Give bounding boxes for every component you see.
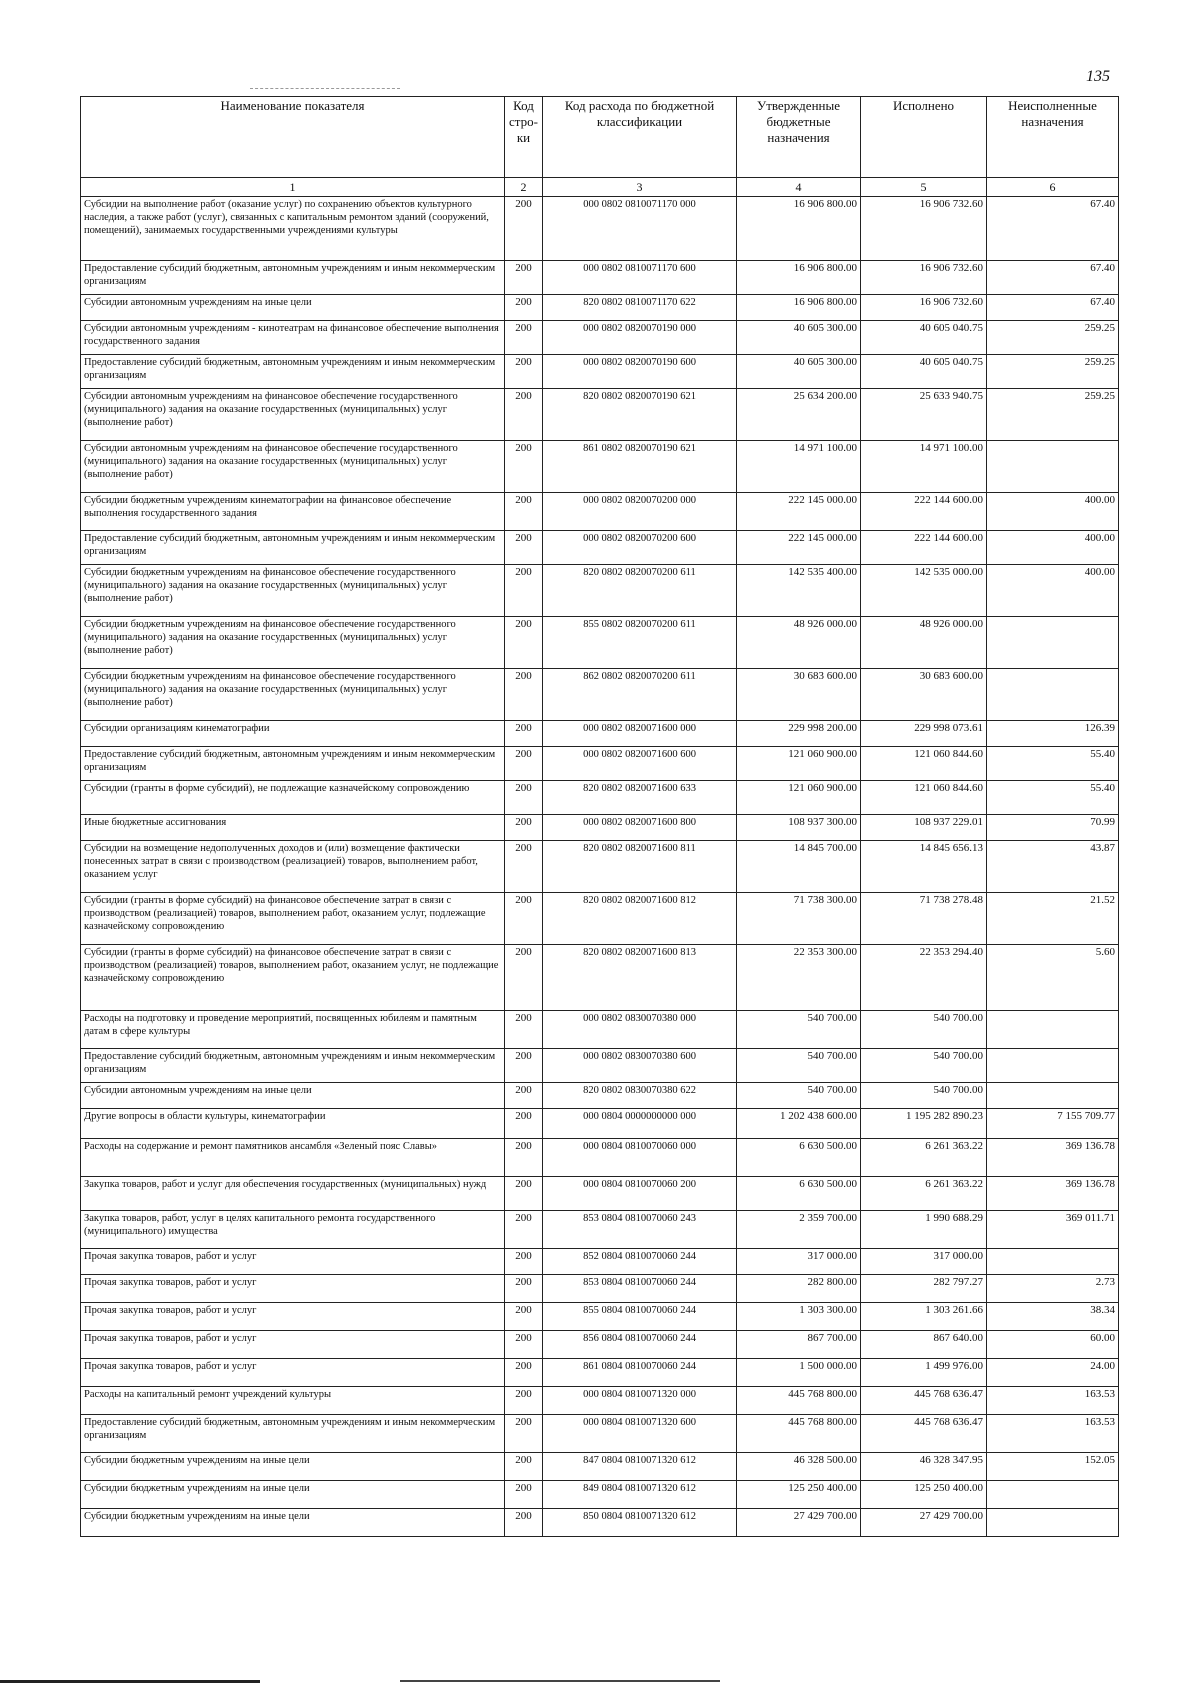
table-row (81, 531, 1119, 565)
row-unexecuted (987, 1249, 1119, 1275)
row-name: Субсидии (гранты в форме субсидий) на финансовое обеспечение затрат в связи с производством (реализацией) товаров, выполнением работ, оказанием услуг, подлежащие казначейскому сопровождению (81, 893, 505, 945)
row-name: Субсидии бюджетным учреждениям на иные цели (81, 1481, 505, 1509)
row-budget-code: 861 0802 0820070190 621 (543, 441, 737, 493)
row-executed: 25 633 940.75 (861, 389, 987, 441)
row-line-code: 200 (505, 1331, 543, 1359)
row-executed: 71 738 278.48 (861, 893, 987, 945)
row-approved: 282 800.00 (737, 1275, 861, 1303)
row-name: Субсидии бюджетным учреждениям на финансовое обеспечение государственного (муниципального) задания на оказание государственных (муниципальных) услуг (выполнение работ) (81, 565, 505, 617)
row-approved: 125 250 400.00 (737, 1481, 861, 1509)
row-budget-code: 000 0802 0810071170 600 (543, 261, 737, 295)
table-row (81, 945, 1119, 1011)
table-row (81, 261, 1119, 295)
row-name: Субсидии бюджетным учреждениям на финансовое обеспечение государственного (муниципального) задания на оказание государственных (муниципальных) услуг (выполнение работ) (81, 617, 505, 669)
row-name: Предоставление субсидий бюджетным, автономным учреждениям и иным некоммерческим организациям (81, 261, 505, 295)
row-unexecuted: 152.05 (987, 1453, 1119, 1481)
row-unexecuted: 163.53 (987, 1415, 1119, 1453)
row-budget-code: 852 0804 0810070060 244 (543, 1249, 737, 1275)
row-name: Расходы на подготовку и проведение мероприятий, посвященных юбилеям и памятным датам в сфере культуры (81, 1011, 505, 1049)
row-name: Субсидии автономным учреждениям на финансовое обеспечение государственного (муниципального) задания на оказание государственных (муниципальных) услуг (выполнение работ) (81, 441, 505, 493)
row-unexecuted: 21.52 (987, 893, 1119, 945)
row-unexecuted: 259.25 (987, 321, 1119, 355)
header-budget-code: Код расхода по бюджетной классификации (543, 97, 737, 178)
row-line-code: 200 (505, 1481, 543, 1509)
bottom-rule (0, 1680, 260, 1683)
row-line-code: 200 (505, 945, 543, 1011)
row-approved: 14 971 100.00 (737, 441, 861, 493)
row-budget-code: 000 0802 0820071600 000 (543, 721, 737, 747)
table-row (81, 1359, 1119, 1387)
row-budget-code: 000 0802 0810071170 000 (543, 197, 737, 261)
row-budget-code: 000 0802 0820071600 800 (543, 815, 737, 841)
row-approved: 14 845 700.00 (737, 841, 861, 893)
table-row (81, 1509, 1119, 1537)
table-row (81, 1083, 1119, 1109)
row-unexecuted: 400.00 (987, 565, 1119, 617)
row-unexecuted: 369 136.78 (987, 1177, 1119, 1211)
row-budget-code: 856 0804 0810070060 244 (543, 1331, 737, 1359)
row-executed: 867 640.00 (861, 1331, 987, 1359)
row-line-code: 200 (505, 1303, 543, 1331)
row-executed: 125 250 400.00 (861, 1481, 987, 1509)
row-name: Субсидии организациям кинематографии (81, 721, 505, 747)
row-executed: 142 535 000.00 (861, 565, 987, 617)
row-executed: 540 700.00 (861, 1049, 987, 1083)
table-row (81, 1453, 1119, 1481)
row-executed: 22 353 294.40 (861, 945, 987, 1011)
row-approved: 142 535 400.00 (737, 565, 861, 617)
header-line-code: Код стро-ки (505, 97, 543, 178)
row-executed: 1 499 976.00 (861, 1359, 987, 1387)
row-approved: 1 500 000.00 (737, 1359, 861, 1387)
row-budget-code: 000 0802 0830070380 000 (543, 1011, 737, 1049)
header-name: Наименование показателя (81, 97, 505, 178)
row-line-code: 200 (505, 295, 543, 321)
row-name: Субсидии (гранты в форме субсидий), не подлежащие казначейскому сопровождению (81, 781, 505, 815)
row-line-code: 200 (505, 355, 543, 389)
row-line-code: 200 (505, 1249, 543, 1275)
row-name: Предоставление субсидий бюджетным, автономным учреждениям и иным некоммерческим организациям (81, 531, 505, 565)
header-unexecuted: Неисполненные назначения (987, 97, 1119, 178)
table-row (81, 1109, 1119, 1139)
column-number: 5 (861, 178, 987, 197)
row-approved: 27 429 700.00 (737, 1509, 861, 1537)
row-unexecuted: 369 136.78 (987, 1139, 1119, 1177)
row-approved: 6 630 500.00 (737, 1177, 861, 1211)
row-budget-code: 855 0802 0820070200 611 (543, 617, 737, 669)
row-executed: 282 797.27 (861, 1275, 987, 1303)
table-row (81, 441, 1119, 493)
row-approved: 317 000.00 (737, 1249, 861, 1275)
row-line-code: 200 (505, 1177, 543, 1211)
table-row (81, 815, 1119, 841)
row-approved: 46 328 500.00 (737, 1453, 861, 1481)
row-unexecuted (987, 669, 1119, 721)
row-line-code: 200 (505, 565, 543, 617)
row-executed: 46 328 347.95 (861, 1453, 987, 1481)
row-budget-code: 847 0804 0810071320 612 (543, 1453, 737, 1481)
row-unexecuted: 24.00 (987, 1359, 1119, 1387)
row-approved: 540 700.00 (737, 1011, 861, 1049)
row-unexecuted: 259.25 (987, 389, 1119, 441)
row-budget-code: 853 0804 0810070060 243 (543, 1211, 737, 1249)
row-budget-code: 820 0802 0820070200 611 (543, 565, 737, 617)
row-line-code: 200 (505, 1049, 543, 1083)
row-unexecuted: 38.34 (987, 1303, 1119, 1331)
row-executed: 317 000.00 (861, 1249, 987, 1275)
table-row (81, 669, 1119, 721)
row-budget-code: 862 0802 0820070200 611 (543, 669, 737, 721)
table-row (81, 1303, 1119, 1331)
row-executed: 121 060 844.60 (861, 747, 987, 781)
row-budget-code: 820 0802 0830070380 622 (543, 1083, 737, 1109)
row-executed: 540 700.00 (861, 1083, 987, 1109)
row-approved: 6 630 500.00 (737, 1139, 861, 1177)
header-executed: Исполнено (861, 97, 987, 178)
table-row (81, 1211, 1119, 1249)
row-executed: 14 971 100.00 (861, 441, 987, 493)
row-unexecuted: 60.00 (987, 1331, 1119, 1359)
row-budget-code: 000 0804 0810070060 200 (543, 1177, 737, 1211)
row-executed: 16 906 732.60 (861, 261, 987, 295)
table-row (81, 1177, 1119, 1211)
row-executed: 445 768 636.47 (861, 1415, 987, 1453)
row-budget-code: 000 0802 0820070200 600 (543, 531, 737, 565)
table-row (81, 617, 1119, 669)
column-number: 6 (987, 178, 1119, 197)
row-unexecuted: 67.40 (987, 295, 1119, 321)
row-unexecuted: 2.73 (987, 1275, 1119, 1303)
table-row (81, 1049, 1119, 1083)
row-budget-code: 000 0802 0820071600 600 (543, 747, 737, 781)
row-approved: 222 145 000.00 (737, 531, 861, 565)
row-unexecuted (987, 1011, 1119, 1049)
row-name: Другие вопросы в области культуры, кинематографии (81, 1109, 505, 1139)
row-approved: 71 738 300.00 (737, 893, 861, 945)
row-approved: 2 359 700.00 (737, 1211, 861, 1249)
row-name: Предоставление субсидий бюджетным, автономным учреждениям и иным некоммерческим организациям (81, 747, 505, 781)
row-unexecuted: 126.39 (987, 721, 1119, 747)
row-name: Субсидии на выполнение работ (оказание услуг) по сохранению объектов культурного наследия, а также работ (услуг), связанных с капитальным ремонтом зданий (сооружений, помещений), занимаемых государственными учреждениями культуры (81, 197, 505, 261)
row-line-code: 200 (505, 669, 543, 721)
table-row (81, 1275, 1119, 1303)
row-name: Закупка товаров, работ и услуг для обеспечения государственных (муниципальных) нужд (81, 1177, 505, 1211)
row-approved: 48 926 000.00 (737, 617, 861, 669)
row-line-code: 200 (505, 1083, 543, 1109)
row-line-code: 200 (505, 721, 543, 747)
row-executed: 6 261 363.22 (861, 1139, 987, 1177)
table-row (81, 721, 1119, 747)
row-line-code: 200 (505, 197, 543, 261)
row-executed: 222 144 600.00 (861, 531, 987, 565)
row-name: Субсидии бюджетным учреждениям кинематографии на финансовое обеспечение выполнения государственного задания (81, 493, 505, 531)
table-row (81, 893, 1119, 945)
column-number-row (81, 178, 1119, 197)
row-approved: 121 060 900.00 (737, 747, 861, 781)
row-approved: 16 906 800.00 (737, 197, 861, 261)
row-unexecuted (987, 1083, 1119, 1109)
row-executed: 40 605 040.75 (861, 321, 987, 355)
row-line-code: 200 (505, 1359, 543, 1387)
row-line-code: 200 (505, 747, 543, 781)
row-unexecuted (987, 1049, 1119, 1083)
row-name: Предоставление субсидий бюджетным, автономным учреждениям и иным некоммерческим организациям (81, 1049, 505, 1083)
header-approved: Утвержденные бюджетные назначения (737, 97, 861, 178)
row-name: Прочая закупка товаров, работ и услуг (81, 1249, 505, 1275)
row-name: Предоставление субсидий бюджетным, автономным учреждениям и иным некоммерческим организациям (81, 1415, 505, 1453)
row-budget-code: 000 0804 0810071320 600 (543, 1415, 737, 1453)
row-name: Иные бюджетные ассигнования (81, 815, 505, 841)
row-budget-code: 000 0802 0820070190 600 (543, 355, 737, 389)
column-number: 2 (505, 178, 543, 197)
row-approved: 121 060 900.00 (737, 781, 861, 815)
row-name: Прочая закупка товаров, работ и услуг (81, 1331, 505, 1359)
row-name: Субсидии бюджетным учреждениям на иные цели (81, 1453, 505, 1481)
budget-execution-table (80, 96, 1119, 1537)
row-line-code: 200 (505, 815, 543, 841)
column-number: 3 (543, 178, 737, 197)
row-executed: 229 998 073.61 (861, 721, 987, 747)
row-approved: 540 700.00 (737, 1049, 861, 1083)
table-row (81, 565, 1119, 617)
row-executed: 445 768 636.47 (861, 1387, 987, 1415)
row-line-code: 200 (505, 1275, 543, 1303)
row-unexecuted (987, 617, 1119, 669)
row-line-code: 200 (505, 1415, 543, 1453)
table-row (81, 1415, 1119, 1453)
row-approved: 1 202 438 600.00 (737, 1109, 861, 1139)
row-approved: 540 700.00 (737, 1083, 861, 1109)
row-unexecuted: 7 155 709.77 (987, 1109, 1119, 1139)
row-name: Прочая закупка товаров, работ и услуг (81, 1275, 505, 1303)
table-row (81, 1249, 1119, 1275)
table-row (81, 355, 1119, 389)
row-budget-code: 820 0802 0820071600 812 (543, 893, 737, 945)
row-approved: 445 768 800.00 (737, 1415, 861, 1453)
row-unexecuted: 5.60 (987, 945, 1119, 1011)
top-rule (250, 88, 400, 89)
row-unexecuted: 163.53 (987, 1387, 1119, 1415)
row-budget-code: 850 0804 0810071320 612 (543, 1509, 737, 1537)
row-line-code: 200 (505, 389, 543, 441)
row-line-code: 200 (505, 1211, 543, 1249)
row-unexecuted (987, 1481, 1119, 1509)
row-line-code: 200 (505, 441, 543, 493)
row-budget-code: 861 0804 0810070060 244 (543, 1359, 737, 1387)
table-row (81, 1011, 1119, 1049)
row-line-code: 200 (505, 531, 543, 565)
row-approved: 16 906 800.00 (737, 295, 861, 321)
row-budget-code: 820 0802 0810071170 622 (543, 295, 737, 321)
table-row (81, 1481, 1119, 1509)
row-approved: 30 683 600.00 (737, 669, 861, 721)
row-name: Прочая закупка товаров, работ и услуг (81, 1303, 505, 1331)
row-unexecuted: 259.25 (987, 355, 1119, 389)
row-budget-code: 000 0802 0820070190 000 (543, 321, 737, 355)
row-approved: 867 700.00 (737, 1331, 861, 1359)
row-budget-code: 000 0804 0000000000 000 (543, 1109, 737, 1139)
row-unexecuted: 369 011.71 (987, 1211, 1119, 1249)
table-row (81, 321, 1119, 355)
table-header-row (81, 97, 1119, 178)
row-name: Субсидии бюджетным учреждениям на иные цели (81, 1509, 505, 1537)
row-line-code: 200 (505, 261, 543, 295)
table-row (81, 1139, 1119, 1177)
table-row (81, 841, 1119, 893)
row-approved: 445 768 800.00 (737, 1387, 861, 1415)
row-unexecuted: 55.40 (987, 781, 1119, 815)
row-executed: 108 937 229.01 (861, 815, 987, 841)
row-line-code: 200 (505, 493, 543, 531)
row-name: Субсидии автономным учреждениям на иные цели (81, 1083, 505, 1109)
row-executed: 1 990 688.29 (861, 1211, 987, 1249)
row-unexecuted: 55.40 (987, 747, 1119, 781)
row-budget-code: 000 0802 0830070380 600 (543, 1049, 737, 1083)
table-row (81, 747, 1119, 781)
row-name: Расходы на капитальный ремонт учреждений культуры (81, 1387, 505, 1415)
row-approved: 108 937 300.00 (737, 815, 861, 841)
row-name: Субсидии автономным учреждениям на иные цели (81, 295, 505, 321)
row-line-code: 200 (505, 1387, 543, 1415)
row-approved: 40 605 300.00 (737, 321, 861, 355)
row-executed: 30 683 600.00 (861, 669, 987, 721)
row-budget-code: 853 0804 0810070060 244 (543, 1275, 737, 1303)
row-approved: 1 303 300.00 (737, 1303, 861, 1331)
row-name: Расходы на содержание и ремонт памятников ансамбля «Зеленый пояс Славы» (81, 1139, 505, 1177)
row-unexecuted: 70.99 (987, 815, 1119, 841)
row-executed: 121 060 844.60 (861, 781, 987, 815)
row-line-code: 200 (505, 1139, 543, 1177)
row-approved: 25 634 200.00 (737, 389, 861, 441)
row-line-code: 200 (505, 1011, 543, 1049)
row-approved: 22 353 300.00 (737, 945, 861, 1011)
row-name: Субсидии бюджетным учреждениям на финансовое обеспечение государственного (муниципального) задания на оказание государственных (муниципальных) услуг (выполнение работ) (81, 669, 505, 721)
table-row (81, 493, 1119, 531)
row-unexecuted: 400.00 (987, 493, 1119, 531)
column-number: 4 (737, 178, 861, 197)
row-line-code: 200 (505, 781, 543, 815)
row-executed: 27 429 700.00 (861, 1509, 987, 1537)
row-approved: 16 906 800.00 (737, 261, 861, 295)
row-name: Субсидии на возмещение недополученных доходов и (или) возмещение фактически понесенных затрат в связи с производством (реализацией) товаров, выполнением работ, оказанием услуг (81, 841, 505, 893)
row-line-code: 200 (505, 321, 543, 355)
row-name: Субсидии автономным учреждениям - кинотеатрам на финансовое обеспечение выполнения государственного задания (81, 321, 505, 355)
column-number: 1 (81, 178, 505, 197)
row-budget-code: 000 0804 0810071320 000 (543, 1387, 737, 1415)
row-executed: 48 926 000.00 (861, 617, 987, 669)
row-executed: 16 906 732.60 (861, 295, 987, 321)
table-body (81, 197, 1119, 1537)
table-row (81, 781, 1119, 815)
row-budget-code: 820 0802 0820071600 813 (543, 945, 737, 1011)
row-budget-code: 000 0804 0810070060 000 (543, 1139, 737, 1177)
table-row (81, 1387, 1119, 1415)
row-executed: 1 303 261.66 (861, 1303, 987, 1331)
row-budget-code: 820 0802 0820071600 633 (543, 781, 737, 815)
row-unexecuted: 67.40 (987, 261, 1119, 295)
table-row (81, 295, 1119, 321)
row-line-code: 200 (505, 893, 543, 945)
row-unexecuted: 67.40 (987, 197, 1119, 261)
row-unexecuted: 43.87 (987, 841, 1119, 893)
row-executed: 14 845 656.13 (861, 841, 987, 893)
row-line-code: 200 (505, 1509, 543, 1537)
row-executed: 6 261 363.22 (861, 1177, 987, 1211)
row-approved: 222 145 000.00 (737, 493, 861, 531)
row-name: Субсидии (гранты в форме субсидий) на финансовое обеспечение затрат в связи с производством (реализацией) товаров, выполнением работ, оказанием услуг, не подлежащие казначейскому сопровождению (81, 945, 505, 1011)
row-executed: 1 195 282 890.23 (861, 1109, 987, 1139)
table-row (81, 197, 1119, 261)
row-approved: 229 998 200.00 (737, 721, 861, 747)
row-approved: 40 605 300.00 (737, 355, 861, 389)
table-row (81, 1331, 1119, 1359)
row-budget-code: 849 0804 0810071320 612 (543, 1481, 737, 1509)
row-line-code: 200 (505, 1109, 543, 1139)
row-executed: 222 144 600.00 (861, 493, 987, 531)
table-row (81, 389, 1119, 441)
row-name: Субсидии автономным учреждениям на финансовое обеспечение государственного (муниципального) задания на оказание государственных (муниципальных) услуг (выполнение работ) (81, 389, 505, 441)
row-name: Предоставление субсидий бюджетным, автономным учреждениям и иным некоммерческим организациям (81, 355, 505, 389)
row-line-code: 200 (505, 617, 543, 669)
bottom-rule (400, 1680, 720, 1682)
row-budget-code: 000 0802 0820070200 000 (543, 493, 737, 531)
row-executed: 40 605 040.75 (861, 355, 987, 389)
row-name: Закупка товаров, работ, услуг в целях капитального ремонта государственного (муниципального) имущества (81, 1211, 505, 1249)
row-line-code: 200 (505, 841, 543, 893)
row-unexecuted (987, 441, 1119, 493)
row-line-code: 200 (505, 1453, 543, 1481)
row-executed: 16 906 732.60 (861, 197, 987, 261)
row-budget-code: 855 0804 0810070060 244 (543, 1303, 737, 1331)
row-unexecuted: 400.00 (987, 531, 1119, 565)
row-budget-code: 820 0802 0820071600 811 (543, 841, 737, 893)
row-name: Прочая закупка товаров, работ и услуг (81, 1359, 505, 1387)
row-executed: 540 700.00 (861, 1011, 987, 1049)
row-unexecuted (987, 1509, 1119, 1537)
row-budget-code: 820 0802 0820070190 621 (543, 389, 737, 441)
page-number: 135 (1086, 68, 1110, 85)
